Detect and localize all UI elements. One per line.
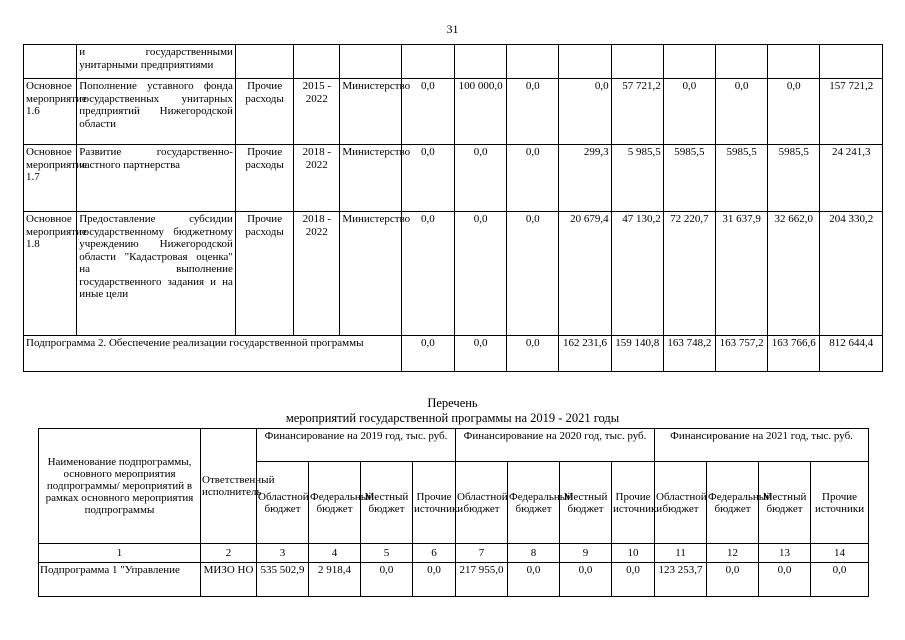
table-row-continuation <box>24 45 883 79</box>
value-cell-total: 204 330,2 <box>820 212 883 336</box>
activity-name: Основное мероприятие 1.8 <box>24 212 77 336</box>
value-cell: 0,0 <box>361 563 413 597</box>
column-number: 8 <box>508 544 560 563</box>
value-cell: 0,0 <box>413 563 456 597</box>
table-row <box>24 145 883 212</box>
value-cell-total: 812 644,4 <box>820 336 883 372</box>
activity-description: Развитие государственно-частного партнерства <box>77 145 236 212</box>
column-number: 10 <box>612 544 655 563</box>
subprogram-row <box>24 336 883 372</box>
value-cell: 2 918,4 <box>309 563 361 597</box>
value-cell: 0,0 <box>559 79 611 145</box>
value-cell: 0,0 <box>507 79 559 145</box>
value-cell: 0,0 <box>507 336 559 372</box>
value-cell: 100 000,0 <box>454 79 506 145</box>
activity-name: Основное мероприятие 1.6 <box>24 79 77 145</box>
expense-type: Прочие расходы <box>235 145 293 212</box>
column-number: 5 <box>361 544 413 563</box>
period: 2018 - 2022 <box>294 212 340 336</box>
header-source: Федеральный бюджет <box>707 462 759 544</box>
column-number: 4 <box>309 544 361 563</box>
column-number: 13 <box>759 544 811 563</box>
column-number: 6 <box>413 544 456 563</box>
value-cell: 0,0 <box>663 79 715 145</box>
value-cell: 163 766,6 <box>768 336 820 372</box>
header-name: Наименование подпрограммы, основного мероприятия подпрограммы/ мероприятий в рамках основного мероприятия подпрограммы <box>39 429 201 544</box>
value-cell: 5 985,5 <box>611 145 663 212</box>
column-number: 1 <box>39 544 201 563</box>
executor: Министерство <box>340 212 401 336</box>
value-cell: 0,0 <box>768 79 820 145</box>
header-source: Прочие источники <box>413 462 456 544</box>
section-title: Перечень <box>427 396 478 410</box>
table-row <box>24 79 883 145</box>
column-number-row <box>39 544 869 563</box>
value-cell: 5985,5 <box>768 145 820 212</box>
expense-type: Прочие расходы <box>235 212 293 336</box>
value-cell: 163 757,2 <box>716 336 768 372</box>
header-source: Федеральный бюджет <box>508 462 560 544</box>
table-row <box>24 212 883 336</box>
period: 2018 - 2022 <box>294 145 340 212</box>
column-number: 12 <box>707 544 759 563</box>
value-cell: 123 253,7 <box>655 563 707 597</box>
table-row <box>39 563 869 597</box>
column-number: 2 <box>201 544 257 563</box>
value-cell: 0,0 <box>759 563 811 597</box>
value-cell: 0,0 <box>811 563 869 597</box>
header-source: Прочие источники <box>612 462 655 544</box>
value-cell: 0,0 <box>454 145 506 212</box>
period: 2015 - 2022 <box>294 79 340 145</box>
header-row <box>39 429 869 462</box>
value-cell: 0,0 <box>454 212 506 336</box>
column-number: 7 <box>456 544 508 563</box>
header-source: Прочие источники <box>811 462 869 544</box>
header-year-2020: Финансирование на 2020 год, тыс. руб. <box>456 429 655 462</box>
page-number: 31 <box>446 22 459 36</box>
subprogram-name: Подпрограмма 1 "Управление <box>39 563 201 597</box>
executor: Министерство <box>340 79 401 145</box>
value-cell: 0,0 <box>707 563 759 597</box>
value-cell: 162 231,6 <box>559 336 611 372</box>
value-cell: 0,0 <box>401 79 454 145</box>
financing-2019-2021-table <box>38 428 869 597</box>
value-cell: 0,0 <box>508 563 560 597</box>
value-cell: 5985,5 <box>716 145 768 212</box>
executor: МИЗО НО <box>201 563 257 597</box>
value-cell: 47 130,2 <box>611 212 663 336</box>
section-subtitle: мероприятий государственной программы на 2019 - 2021 годы <box>285 411 620 425</box>
value-cell: 0,0 <box>560 563 612 597</box>
value-cell: 0,0 <box>507 212 559 336</box>
header-year-2021: Финансирование на 2021 год, тыс. руб. <box>655 429 869 462</box>
header-source: Областной бюджет <box>655 462 707 544</box>
header-source: Местный бюджет <box>759 462 811 544</box>
subprogram-label: Подпрограмма 2. Обеспечение реализации государственной программы <box>24 336 402 372</box>
value-cell: 299,3 <box>559 145 611 212</box>
header-source: Местный бюджет <box>361 462 413 544</box>
continuation-text: и государственными унитарными предприятиями <box>77 45 236 79</box>
value-cell: 0,0 <box>612 563 655 597</box>
value-cell: 57 721,2 <box>611 79 663 145</box>
column-number: 14 <box>811 544 869 563</box>
header-source: Федеральный бюджет <box>309 462 361 544</box>
activity-description: Пополнение уставного фонда государственных унитарных предприятий Нижегородской области <box>77 79 236 145</box>
value-cell: 31 637,9 <box>716 212 768 336</box>
value-cell-total: 157 721,2 <box>820 79 883 145</box>
value-cell: 0,0 <box>716 79 768 145</box>
value-cell: 0,0 <box>401 336 454 372</box>
value-cell: 0,0 <box>507 145 559 212</box>
value-cell: 0,0 <box>454 336 506 372</box>
value-cell: 0,0 <box>401 145 454 212</box>
activity-description: Предоставление субсидии государственному бюджетному учреждению Нижегородской области "Кадастровая оценка" на выполнение государственного задания и на иные цели <box>77 212 236 336</box>
header-source: Областной бюджет <box>456 462 508 544</box>
header-year-2019: Финансирование на 2019 год, тыс. руб. <box>257 429 456 462</box>
value-cell: 5985,5 <box>663 145 715 212</box>
value-cell-total: 24 241,3 <box>820 145 883 212</box>
value-cell: 72 220,7 <box>663 212 715 336</box>
value-cell: 535 502,9 <box>257 563 309 597</box>
header-source: Местный бюджет <box>560 462 612 544</box>
program-financing-table <box>23 44 883 372</box>
header-source: Областной бюджет <box>257 462 309 544</box>
value-cell: 20 679,4 <box>559 212 611 336</box>
value-cell: 217 955,0 <box>456 563 508 597</box>
expense-type: Прочие расходы <box>235 79 293 145</box>
column-number: 9 <box>560 544 612 563</box>
column-number: 3 <box>257 544 309 563</box>
value-cell: 163 748,2 <box>663 336 715 372</box>
header-executor: Ответственный исполнитель <box>201 429 257 544</box>
column-number: 11 <box>655 544 707 563</box>
activity-name: Основное мероприятие 1.7 <box>24 145 77 212</box>
executor: Министерство <box>340 145 401 212</box>
value-cell: 159 140,8 <box>611 336 663 372</box>
value-cell: 0,0 <box>401 212 454 336</box>
value-cell: 32 662,0 <box>768 212 820 336</box>
